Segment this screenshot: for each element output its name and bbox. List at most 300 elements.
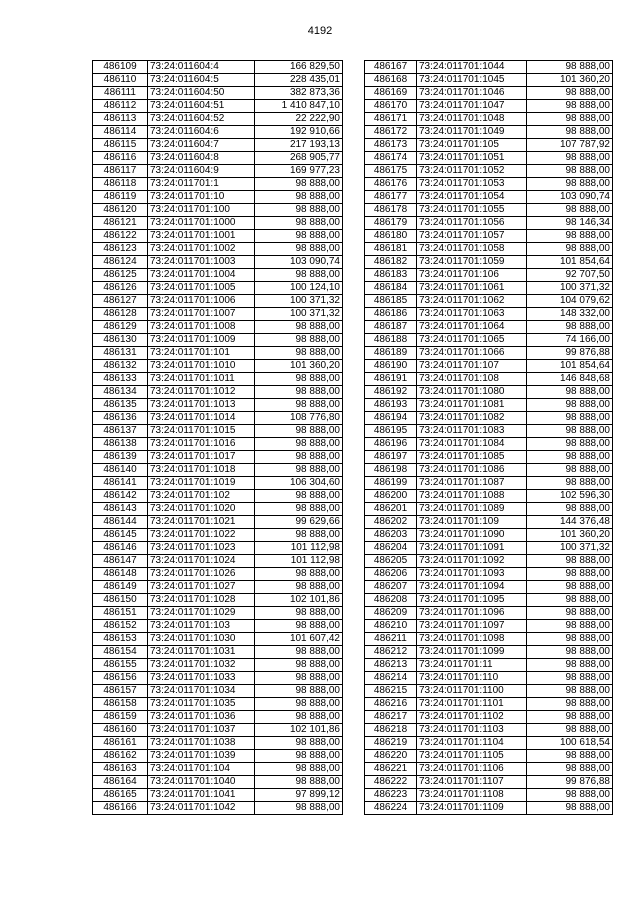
cadastral-number-cell: 73:24:011701:102: [148, 490, 255, 503]
cadastral-number-cell: 73:24:011701:1045: [417, 74, 527, 87]
cadastral-number-cell: 73:24:011701:1: [148, 178, 255, 191]
table-row: [93, 776, 343, 789]
row-number-cell: 486203: [365, 529, 417, 542]
cadastral-number-cell: 73:24:011701:1002: [148, 243, 255, 256]
amount-cell: 98 888,00: [255, 685, 343, 698]
table-row: [365, 529, 613, 542]
row-number-cell: 486122: [93, 230, 148, 243]
amount-cell: 98 888,00: [255, 334, 343, 347]
cadastral-number-cell: 73:24:011701:1100: [417, 685, 527, 698]
table-row: [365, 386, 613, 399]
cadastral-number-cell: 73:24:011701:1001: [148, 230, 255, 243]
row-number-cell: 486191: [365, 373, 417, 386]
cadastral-number-cell: 73:24:011701:1085: [417, 451, 527, 464]
table-row: [365, 412, 613, 425]
cadastral-number-cell: 73:24:011701:109: [417, 516, 527, 529]
cadastral-number-cell: 73:24:011701:1089: [417, 503, 527, 516]
table-row: [365, 789, 613, 802]
cadastral-number-cell: 73:24:011604:50: [148, 87, 255, 100]
row-number-cell: 486121: [93, 217, 148, 230]
cadastral-number-cell: 73:24:011701:1033: [148, 672, 255, 685]
table-row: [93, 360, 343, 373]
amount-cell: 98 888,00: [527, 438, 613, 451]
table-row: [93, 620, 343, 633]
amount-cell: 98 888,00: [527, 152, 613, 165]
row-number-cell: 486218: [365, 724, 417, 737]
cadastral-number-cell: 73:24:011701:1032: [148, 659, 255, 672]
row-number-cell: 486125: [93, 269, 148, 282]
row-number-cell: 486197: [365, 451, 417, 464]
cadastral-number-cell: 73:24:011701:1086: [417, 464, 527, 477]
cadastral-number-cell: 73:24:011701:1020: [148, 503, 255, 516]
table-row: [365, 763, 613, 776]
amount-cell: 98 888,00: [255, 399, 343, 412]
cadastral-number-cell: 73:24:011701:1082: [417, 412, 527, 425]
table-row: [93, 516, 343, 529]
row-number-cell: 486174: [365, 152, 417, 165]
row-number-cell: 486194: [365, 412, 417, 425]
row-number-cell: 486188: [365, 334, 417, 347]
amount-cell: 98 888,00: [255, 464, 343, 477]
cadastral-number-cell: 73:24:011701:1095: [417, 594, 527, 607]
table-row: [365, 594, 613, 607]
amount-cell: 101 360,20: [527, 529, 613, 542]
amount-cell: 98 888,00: [527, 789, 613, 802]
row-number-cell: 486110: [93, 74, 148, 87]
page-number: 4192: [307, 25, 333, 37]
row-number-cell: 486140: [93, 464, 148, 477]
amount-cell: 98 888,00: [255, 568, 343, 581]
amount-cell: 98 888,00: [255, 763, 343, 776]
row-number-cell: 486187: [365, 321, 417, 334]
cadastral-number-cell: 73:24:011701:1000: [148, 217, 255, 230]
left-ledger-table: [92, 60, 343, 815]
cadastral-number-cell: 73:24:011701:1036: [148, 711, 255, 724]
cadastral-number-cell: 73:24:011701:1044: [417, 61, 527, 74]
table-row: [365, 152, 613, 165]
amount-cell: 98 888,00: [255, 529, 343, 542]
amount-cell: 98 888,00: [255, 802, 343, 815]
table-row: [365, 659, 613, 672]
row-number-cell: 486173: [365, 139, 417, 152]
row-number-cell: 486124: [93, 256, 148, 269]
table-row: [365, 750, 613, 763]
row-number-cell: 486202: [365, 516, 417, 529]
amount-cell: 217 193,13: [255, 139, 343, 152]
cadastral-number-cell: 73:24:011701:1018: [148, 464, 255, 477]
table-row: [93, 568, 343, 581]
table-row: [93, 737, 343, 750]
amount-cell: 100 371,32: [255, 295, 343, 308]
amount-cell: 98 888,00: [527, 711, 613, 724]
table-row: [365, 256, 613, 269]
table-row: [365, 607, 613, 620]
cadastral-number-cell: 73:24:011701:110: [417, 672, 527, 685]
cadastral-number-cell: 73:24:011701:1065: [417, 334, 527, 347]
table-row: [365, 347, 613, 360]
row-number-cell: 486208: [365, 594, 417, 607]
cadastral-number-cell: 73:24:011701:1048: [417, 113, 527, 126]
table-row: [365, 360, 613, 373]
amount-cell: 101 360,20: [527, 74, 613, 87]
row-number-cell: 486113: [93, 113, 148, 126]
row-number-cell: 486146: [93, 542, 148, 555]
cadastral-number-cell: 73:24:011701:1034: [148, 685, 255, 698]
cadastral-number-cell: 73:24:011701:1004: [148, 269, 255, 282]
row-number-cell: 486179: [365, 217, 417, 230]
row-number-cell: 486147: [93, 555, 148, 568]
amount-cell: 144 376,48: [527, 516, 613, 529]
row-number-cell: 486145: [93, 529, 148, 542]
amount-cell: 98 888,00: [255, 620, 343, 633]
cadastral-number-cell: 73:24:011701:105: [417, 139, 527, 152]
row-number-cell: 486183: [365, 269, 417, 282]
table-row: [93, 243, 343, 256]
amount-cell: 98 888,00: [255, 438, 343, 451]
cadastral-number-cell: 73:24:011701:1022: [148, 529, 255, 542]
row-number-cell: 486207: [365, 581, 417, 594]
row-number-cell: 486182: [365, 256, 417, 269]
cadastral-number-cell: 73:24:011701:1105: [417, 750, 527, 763]
amount-cell: 192 910,66: [255, 126, 343, 139]
table-row: [93, 152, 343, 165]
cadastral-number-cell: 73:24:011701:1092: [417, 555, 527, 568]
table-row: [93, 178, 343, 191]
amount-cell: 98 888,00: [527, 620, 613, 633]
row-number-cell: 486112: [93, 100, 148, 113]
row-number-cell: 486158: [93, 698, 148, 711]
amount-cell: 103 090,74: [527, 191, 613, 204]
amount-cell: 98 888,00: [255, 607, 343, 620]
row-number-cell: 486216: [365, 698, 417, 711]
cadastral-number-cell: 73:24:011701:1007: [148, 308, 255, 321]
amount-cell: 98 888,00: [255, 204, 343, 217]
amount-cell: 98 888,00: [527, 607, 613, 620]
row-number-cell: 486120: [93, 204, 148, 217]
table-row: [365, 542, 613, 555]
amount-cell: 146 848,68: [527, 373, 613, 386]
table-row: [365, 737, 613, 750]
cadastral-number-cell: 73:24:011701:1047: [417, 100, 527, 113]
amount-cell: 101 112,98: [255, 542, 343, 555]
table-row: [93, 555, 343, 568]
row-number-cell: 486123: [93, 243, 148, 256]
cadastral-number-cell: 73:24:011701:1009: [148, 334, 255, 347]
row-number-cell: 486178: [365, 204, 417, 217]
cadastral-number-cell: 73:24:011701:1080: [417, 386, 527, 399]
table-row: [93, 594, 343, 607]
table-row: [93, 633, 343, 646]
amount-cell: 169 977,23: [255, 165, 343, 178]
amount-cell: 98 888,00: [527, 477, 613, 490]
table-row: [365, 451, 613, 464]
amount-cell: 98 888,00: [255, 347, 343, 360]
table-row: [93, 477, 343, 490]
table-row: [93, 282, 343, 295]
cadastral-number-cell: 73:24:011701:1096: [417, 607, 527, 620]
row-number-cell: 486200: [365, 490, 417, 503]
row-number-cell: 486137: [93, 425, 148, 438]
table-row: [365, 308, 613, 321]
row-number-cell: 486195: [365, 425, 417, 438]
table-row: [365, 269, 613, 282]
cadastral-number-cell: 73:24:011701:1088: [417, 490, 527, 503]
table-row: [93, 126, 343, 139]
row-number-cell: 486115: [93, 139, 148, 152]
table-row: [93, 87, 343, 100]
row-number-cell: 486136: [93, 412, 148, 425]
amount-cell: 148 332,00: [527, 308, 613, 321]
table-row: [93, 139, 343, 152]
amount-cell: 98 888,00: [527, 100, 613, 113]
table-row: [365, 100, 613, 113]
amount-cell: 98 888,00: [527, 685, 613, 698]
amount-cell: 98 888,00: [527, 646, 613, 659]
row-number-cell: 486141: [93, 477, 148, 490]
cadastral-number-cell: 73:24:011701:1091: [417, 542, 527, 555]
table-row: [93, 204, 343, 217]
amount-cell: 99 876,88: [527, 776, 613, 789]
table-row: [93, 646, 343, 659]
row-number-cell: 486118: [93, 178, 148, 191]
table-row: [365, 698, 613, 711]
amount-cell: 98 888,00: [527, 178, 613, 191]
row-number-cell: 486206: [365, 568, 417, 581]
table-row: [93, 347, 343, 360]
table-row: [365, 321, 613, 334]
amount-cell: 108 776,80: [255, 412, 343, 425]
table-row: [365, 399, 613, 412]
amount-cell: 1 410 847,10: [255, 100, 343, 113]
row-number-cell: 486186: [365, 308, 417, 321]
amount-cell: 98 888,00: [255, 711, 343, 724]
row-number-cell: 486132: [93, 360, 148, 373]
amount-cell: 98 888,00: [255, 646, 343, 659]
amount-cell: 22 222,90: [255, 113, 343, 126]
row-number-cell: 486198: [365, 464, 417, 477]
amount-cell: 98 888,00: [255, 503, 343, 516]
row-number-cell: 486160: [93, 724, 148, 737]
amount-cell: 98 888,00: [255, 581, 343, 594]
amount-cell: 103 090,74: [255, 256, 343, 269]
row-number-cell: 486172: [365, 126, 417, 139]
row-number-cell: 486130: [93, 334, 148, 347]
cadastral-number-cell: 73:24:011701:1035: [148, 698, 255, 711]
row-number-cell: 486155: [93, 659, 148, 672]
row-number-cell: 486131: [93, 347, 148, 360]
row-number-cell: 486175: [365, 165, 417, 178]
row-number-cell: 486161: [93, 737, 148, 750]
amount-cell: 382 873,36: [255, 87, 343, 100]
amount-cell: 98 888,00: [255, 672, 343, 685]
row-number-cell: 486129: [93, 321, 148, 334]
amount-cell: 98 888,00: [527, 113, 613, 126]
amount-cell: 101 360,20: [255, 360, 343, 373]
row-number-cell: 486167: [365, 61, 417, 74]
table-row: [365, 282, 613, 295]
amount-cell: 98 888,00: [527, 594, 613, 607]
cadastral-number-cell: 73:24:011701:1063: [417, 308, 527, 321]
row-number-cell: 486142: [93, 490, 148, 503]
table-row: [93, 659, 343, 672]
table-row: [365, 243, 613, 256]
amount-cell: 106 304,60: [255, 477, 343, 490]
row-number-cell: 486170: [365, 100, 417, 113]
row-number-cell: 486210: [365, 620, 417, 633]
table-row: [93, 529, 343, 542]
amount-cell: 98 888,00: [255, 776, 343, 789]
cadastral-number-cell: 73:24:011701:1006: [148, 295, 255, 308]
table-row: [365, 490, 613, 503]
table-row: [365, 204, 613, 217]
table-row: [93, 750, 343, 763]
table-row: [93, 581, 343, 594]
table-row: [93, 711, 343, 724]
table-row: [365, 438, 613, 451]
cadastral-number-cell: 73:24:011701:107: [417, 360, 527, 373]
cadastral-number-cell: 73:24:011701:1083: [417, 425, 527, 438]
cadastral-number-cell: 73:24:011701:1087: [417, 477, 527, 490]
table-row: [365, 61, 613, 74]
table-row: [365, 516, 613, 529]
cadastral-number-cell: 73:24:011701:1010: [148, 360, 255, 373]
table-row: [365, 477, 613, 490]
row-number-cell: 486134: [93, 386, 148, 399]
cadastral-number-cell: 73:24:011701:1011: [148, 373, 255, 386]
table-row: [93, 451, 343, 464]
row-number-cell: 486162: [93, 750, 148, 763]
amount-cell: 98 888,00: [255, 386, 343, 399]
amount-cell: 98 888,00: [527, 802, 613, 815]
cadastral-number-cell: 73:24:011701:1097: [417, 620, 527, 633]
amount-cell: 97 899,12: [255, 789, 343, 802]
table-row: [93, 165, 343, 178]
table-row: [365, 555, 613, 568]
cadastral-number-cell: 73:24:011701:1027: [148, 581, 255, 594]
table-row: [93, 321, 343, 334]
row-number-cell: 486217: [365, 711, 417, 724]
row-number-cell: 486119: [93, 191, 148, 204]
table-row: [93, 607, 343, 620]
row-number-cell: 486215: [365, 685, 417, 698]
row-number-cell: 486109: [93, 61, 148, 74]
cadastral-number-cell: 73:24:011701:1057: [417, 230, 527, 243]
row-number-cell: 486196: [365, 438, 417, 451]
cadastral-number-cell: 73:24:011701:11: [417, 659, 527, 672]
cadastral-number-cell: 73:24:011701:1054: [417, 191, 527, 204]
table-row: [365, 165, 613, 178]
table-row: [93, 386, 343, 399]
row-number-cell: 486116: [93, 152, 148, 165]
cadastral-number-cell: 73:24:011701:1053: [417, 178, 527, 191]
table-row: [93, 672, 343, 685]
row-number-cell: 486168: [365, 74, 417, 87]
row-number-cell: 486157: [93, 685, 148, 698]
row-number-cell: 486224: [365, 802, 417, 815]
table-row: [93, 685, 343, 698]
cadastral-number-cell: 73:24:011701:1052: [417, 165, 527, 178]
row-number-cell: 486165: [93, 789, 148, 802]
cadastral-number-cell: 73:24:011701:1039: [148, 750, 255, 763]
row-number-cell: 486213: [365, 659, 417, 672]
amount-cell: 98 888,00: [255, 750, 343, 763]
table-row: [93, 503, 343, 516]
row-number-cell: 486220: [365, 750, 417, 763]
cadastral-number-cell: 73:24:011701:1103: [417, 724, 527, 737]
cadastral-number-cell: 73:24:011701:10: [148, 191, 255, 204]
row-number-cell: 486190: [365, 360, 417, 373]
cadastral-number-cell: 73:24:011701:1064: [417, 321, 527, 334]
amount-cell: 102 101,86: [255, 724, 343, 737]
amount-cell: 98 888,00: [255, 191, 343, 204]
row-number-cell: 486159: [93, 711, 148, 724]
amount-cell: 98 888,00: [527, 165, 613, 178]
table-row: [365, 503, 613, 516]
cadastral-number-cell: 73:24:011604:51: [148, 100, 255, 113]
amount-cell: 98 888,00: [527, 503, 613, 516]
row-number-cell: 486180: [365, 230, 417, 243]
row-number-cell: 486128: [93, 308, 148, 321]
amount-cell: 98 888,00: [527, 386, 613, 399]
row-number-cell: 486192: [365, 386, 417, 399]
cadastral-number-cell: 73:24:011701:1066: [417, 347, 527, 360]
cadastral-number-cell: 73:24:011604:6: [148, 126, 255, 139]
row-number-cell: 486148: [93, 568, 148, 581]
cadastral-number-cell: 73:24:011701:1099: [417, 646, 527, 659]
row-number-cell: 486222: [365, 776, 417, 789]
cadastral-number-cell: 73:24:011701:1051: [417, 152, 527, 165]
table-row: [365, 126, 613, 139]
row-number-cell: 486139: [93, 451, 148, 464]
amount-cell: 166 829,50: [255, 61, 343, 74]
table-row: [365, 581, 613, 594]
cadastral-number-cell: 73:24:011701:1012: [148, 386, 255, 399]
cadastral-number-cell: 73:24:011701:1102: [417, 711, 527, 724]
cadastral-number-cell: 73:24:011701:1058: [417, 243, 527, 256]
amount-cell: 100 124,10: [255, 282, 343, 295]
cadastral-number-cell: 73:24:011701:108: [417, 373, 527, 386]
cadastral-number-cell: 73:24:011701:1046: [417, 87, 527, 100]
row-number-cell: 486135: [93, 399, 148, 412]
amount-cell: 98 888,00: [527, 204, 613, 217]
table-row: [365, 646, 613, 659]
cadastral-number-cell: 73:24:011701:1023: [148, 542, 255, 555]
table-row: [93, 412, 343, 425]
row-number-cell: 486166: [93, 802, 148, 815]
table-row: [93, 438, 343, 451]
amount-cell: 98 888,00: [255, 659, 343, 672]
row-number-cell: 486199: [365, 477, 417, 490]
table-row: [93, 113, 343, 126]
cadastral-number-cell: 73:24:011701:1090: [417, 529, 527, 542]
table-row: [365, 672, 613, 685]
cadastral-number-cell: 73:24:011604:7: [148, 139, 255, 152]
row-number-cell: 486138: [93, 438, 148, 451]
cadastral-number-cell: 73:24:011701:1084: [417, 438, 527, 451]
row-number-cell: 486214: [365, 672, 417, 685]
amount-cell: 98 888,00: [255, 737, 343, 750]
row-number-cell: 486169: [365, 87, 417, 100]
amount-cell: 98 888,00: [255, 230, 343, 243]
amount-cell: 98 888,00: [527, 633, 613, 646]
amount-cell: 98 888,00: [527, 672, 613, 685]
amount-cell: 99 629,66: [255, 516, 343, 529]
amount-cell: 98 888,00: [527, 451, 613, 464]
amount-cell: 98 888,00: [255, 269, 343, 282]
cadastral-number-cell: 73:24:011701:1042: [148, 802, 255, 815]
row-number-cell: 486219: [365, 737, 417, 750]
table-row: [93, 295, 343, 308]
